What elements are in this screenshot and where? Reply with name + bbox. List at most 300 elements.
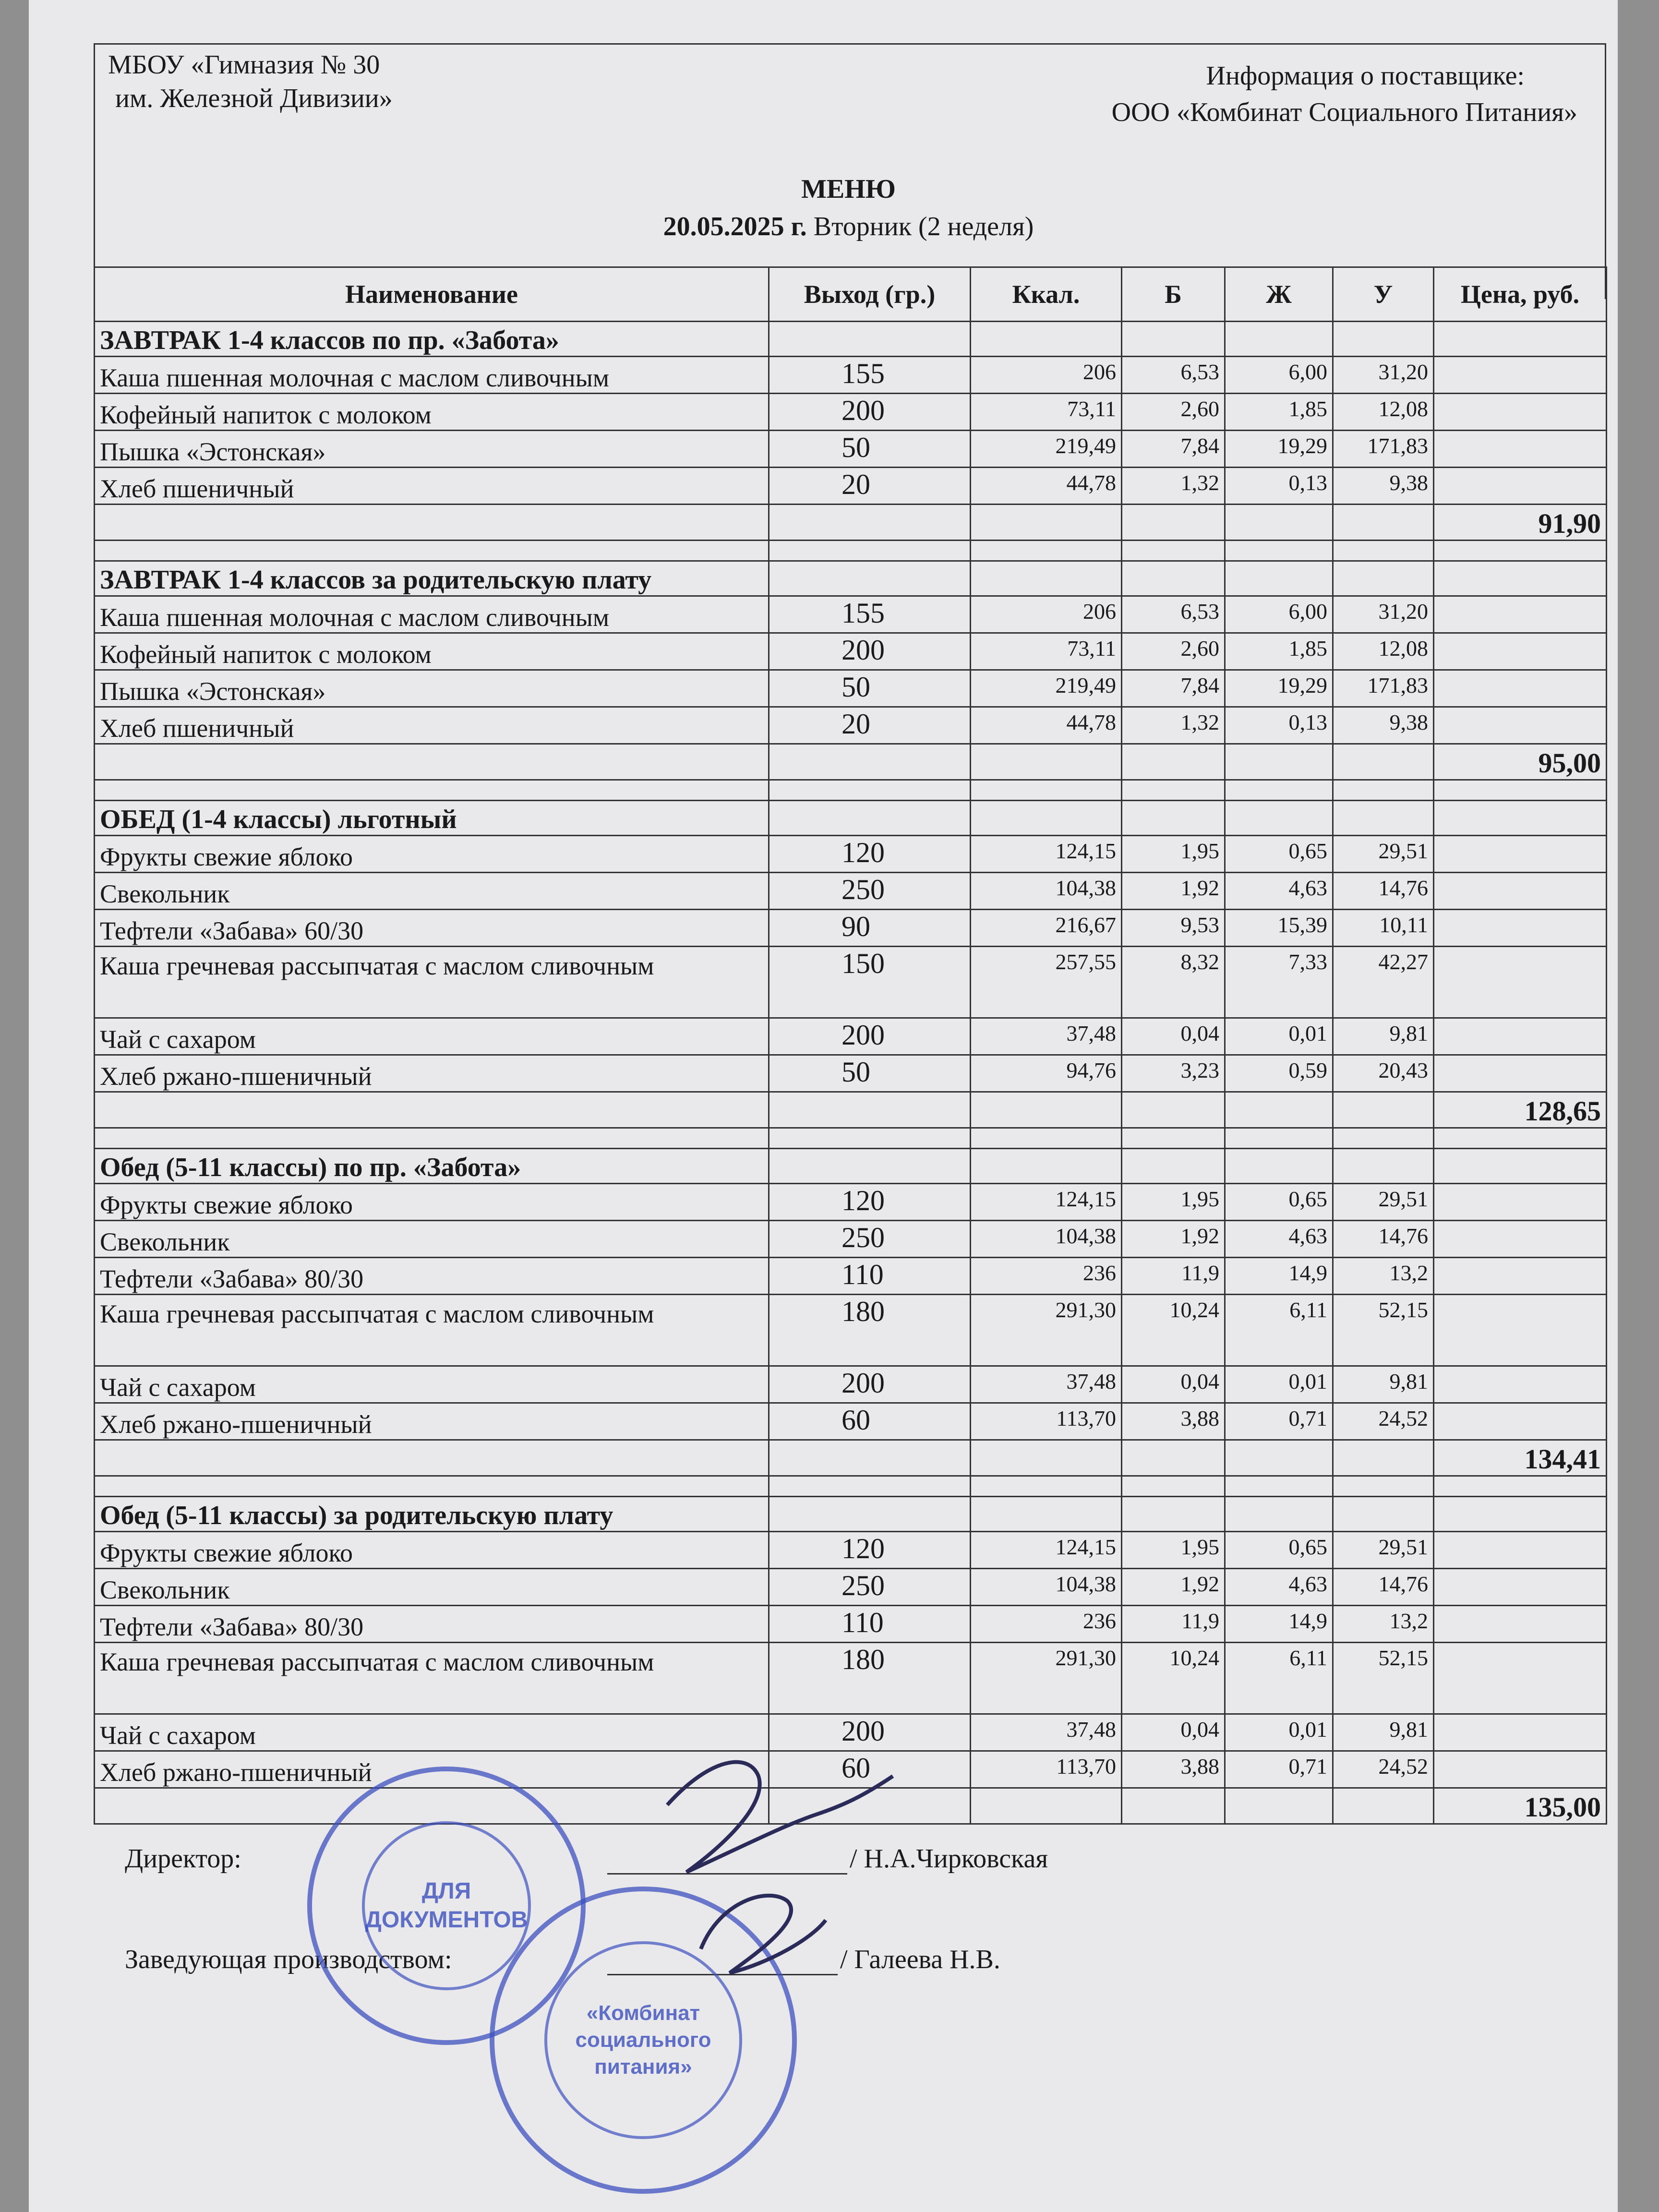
dish-protein: 1,95	[1122, 1184, 1225, 1221]
dish-carbs: 13,2	[1333, 1606, 1434, 1643]
section-header-row	[95, 561, 1607, 596]
dish-name: Фрукты свежие яблоко	[95, 1532, 769, 1569]
dish-carbs: 14,76	[1333, 1221, 1434, 1258]
empty-cell	[1434, 357, 1607, 394]
col-header-carbs: У	[1333, 267, 1434, 322]
empty-cell	[95, 1092, 769, 1128]
dish-fat: 19,29	[1225, 670, 1333, 707]
empty-cell	[1225, 541, 1333, 561]
empty-cell	[971, 1476, 1122, 1497]
empty-cell	[1434, 780, 1607, 801]
dish-output: 155	[769, 596, 971, 633]
empty-cell	[1434, 1295, 1607, 1366]
empty-cell	[1434, 633, 1607, 670]
table-row	[95, 1532, 1607, 1569]
empty-cell	[1225, 744, 1333, 780]
dish-output: 180	[769, 1643, 971, 1714]
empty-cell	[769, 744, 971, 780]
dish-name: Фрукты свежие яблоко	[95, 836, 769, 873]
empty-cell	[1434, 1055, 1607, 1092]
empty-cell	[769, 780, 971, 801]
dish-protein: 7,84	[1122, 670, 1225, 707]
section-title: Обед (5-11 классы) за родительскую плату	[95, 1497, 769, 1532]
table-header-row	[95, 267, 1607, 322]
supplier-stamp	[490, 1887, 797, 2194]
dish-fat: 0,13	[1225, 707, 1333, 744]
dish-carbs: 24,52	[1333, 1403, 1434, 1440]
dish-carbs: 20,43	[1333, 1055, 1434, 1092]
dish-name: Свекольник	[95, 1221, 769, 1258]
dish-kcal: 236	[971, 1606, 1122, 1643]
dish-carbs: 24,52	[1333, 1751, 1434, 1788]
empty-cell	[1333, 541, 1434, 561]
dish-name: Чай с сахаром	[95, 1714, 769, 1751]
dish-name: Фрукты свежие яблоко	[95, 1184, 769, 1221]
empty-cell	[95, 780, 769, 801]
dish-name: Хлеб пшеничный	[95, 468, 769, 505]
dish-carbs: 42,27	[1333, 947, 1434, 1018]
dish-output: 180	[769, 1295, 971, 1366]
empty-cell	[1225, 1128, 1333, 1149]
director-name: / Н.А.Чирковская	[850, 1844, 1048, 1874]
table-row	[95, 1258, 1607, 1295]
dish-name: Свекольник	[95, 1569, 769, 1606]
menu-title	[94, 170, 1603, 245]
empty-cell	[1225, 1497, 1333, 1532]
spacer-row	[95, 1476, 1607, 1497]
dish-protein: 1,92	[1122, 873, 1225, 910]
menu-table	[94, 266, 1607, 1825]
spacer-row	[95, 541, 1607, 561]
empty-cell	[1434, 1128, 1607, 1149]
empty-cell	[1434, 707, 1607, 744]
dish-name: Тефтели «Забава» 60/30	[95, 910, 769, 947]
dish-name: Каша гречневая рассыпчатая с маслом сливочным	[95, 947, 769, 1018]
dish-output: 60	[769, 1751, 971, 1788]
dish-carbs: 29,51	[1333, 1184, 1434, 1221]
dish-fat: 0,65	[1225, 1532, 1333, 1569]
table-row	[95, 1403, 1607, 1440]
table-row	[95, 1184, 1607, 1221]
empty-cell	[1434, 947, 1607, 1018]
dish-carbs: 31,20	[1333, 357, 1434, 394]
dish-carbs: 13,2	[1333, 1258, 1434, 1295]
empty-cell	[1122, 505, 1225, 541]
dish-fat: 4,63	[1225, 1221, 1333, 1258]
empty-cell	[1225, 561, 1333, 596]
empty-cell	[1122, 780, 1225, 801]
table-row	[95, 707, 1607, 744]
empty-cell	[1333, 322, 1434, 357]
dish-fat: 6,00	[1225, 596, 1333, 633]
dish-protein: 9,53	[1122, 910, 1225, 947]
dish-carbs: 52,15	[1333, 1643, 1434, 1714]
dish-kcal: 44,78	[971, 468, 1122, 505]
empty-cell	[1434, 394, 1607, 431]
empty-cell	[769, 561, 971, 596]
table-row	[95, 1606, 1607, 1643]
dish-kcal: 219,49	[971, 431, 1122, 468]
table-row	[95, 596, 1607, 633]
empty-cell	[95, 744, 769, 780]
dish-protein: 1,92	[1122, 1569, 1225, 1606]
dish-protein: 1,32	[1122, 468, 1225, 505]
director-signature-line	[607, 1842, 847, 1875]
dish-kcal: 113,70	[971, 1403, 1122, 1440]
dish-kcal: 124,15	[971, 1184, 1122, 1221]
section-price: 135,00	[1434, 1788, 1607, 1824]
dish-fat: 4,63	[1225, 873, 1333, 910]
dish-carbs: 10,11	[1333, 910, 1434, 947]
empty-cell	[1434, 873, 1607, 910]
dish-kcal: 37,48	[971, 1018, 1122, 1055]
empty-cell	[1225, 1788, 1333, 1824]
menu-date-line	[94, 208, 1603, 245]
dish-carbs: 14,76	[1333, 873, 1434, 910]
empty-cell	[1333, 1092, 1434, 1128]
dish-carbs: 52,15	[1333, 1295, 1434, 1366]
empty-cell	[1434, 1606, 1607, 1643]
empty-cell	[1434, 1149, 1607, 1184]
empty-cell	[971, 1128, 1122, 1149]
empty-cell	[1434, 1476, 1607, 1497]
dish-kcal: 257,55	[971, 947, 1122, 1018]
empty-cell	[1122, 1128, 1225, 1149]
empty-cell	[1434, 1643, 1607, 1714]
dish-output: 110	[769, 1258, 971, 1295]
table-row	[95, 357, 1607, 394]
section-header-row	[95, 1149, 1607, 1184]
empty-cell	[1434, 596, 1607, 633]
table-row	[95, 910, 1607, 947]
dish-kcal: 291,30	[971, 1643, 1122, 1714]
dish-fat: 0,01	[1225, 1018, 1333, 1055]
empty-cell	[1434, 1532, 1607, 1569]
section-total-row	[95, 505, 1607, 541]
dish-kcal: 44,78	[971, 707, 1122, 744]
dish-kcal: 219,49	[971, 670, 1122, 707]
table-row	[95, 394, 1607, 431]
empty-cell	[95, 1440, 769, 1476]
table-row	[95, 1643, 1607, 1714]
dish-name: Хлеб пшеничный	[95, 707, 769, 744]
dish-name: Хлеб ржано-пшеничный	[95, 1403, 769, 1440]
menu-heading: МЕНЮ	[801, 174, 896, 204]
dish-kcal: 113,70	[971, 1751, 1122, 1788]
empty-cell	[1333, 561, 1434, 596]
empty-cell	[769, 1092, 971, 1128]
table-row	[95, 670, 1607, 707]
empty-cell	[1434, 561, 1607, 596]
empty-cell	[971, 1092, 1122, 1128]
dish-kcal: 73,11	[971, 633, 1122, 670]
empty-cell	[1225, 505, 1333, 541]
empty-cell	[769, 1128, 971, 1149]
empty-cell	[1225, 1149, 1333, 1184]
dish-output: 250	[769, 1569, 971, 1606]
empty-cell	[1225, 1476, 1333, 1497]
empty-cell	[1122, 1149, 1225, 1184]
dish-output: 120	[769, 836, 971, 873]
dish-name: Каша пшенная молочная с маслом сливочным	[95, 596, 769, 633]
table-row	[95, 633, 1607, 670]
empty-cell	[1434, 1366, 1607, 1403]
dish-fat: 14,9	[1225, 1258, 1333, 1295]
dish-kcal: 206	[971, 596, 1122, 633]
dish-name: Тефтели «Забава» 80/30	[95, 1606, 769, 1643]
empty-cell	[1225, 322, 1333, 357]
dish-carbs: 9,38	[1333, 468, 1434, 505]
empty-cell	[971, 780, 1122, 801]
dish-name: Тефтели «Забава» 80/30	[95, 1258, 769, 1295]
dish-output: 250	[769, 1221, 971, 1258]
empty-cell	[1122, 561, 1225, 596]
dish-output: 250	[769, 873, 971, 910]
empty-cell	[1122, 1092, 1225, 1128]
dish-fat: 0,65	[1225, 1184, 1333, 1221]
dish-carbs: 14,76	[1333, 1569, 1434, 1606]
empty-cell	[769, 1476, 971, 1497]
dish-protein: 1,92	[1122, 1221, 1225, 1258]
section-total-row	[95, 1788, 1607, 1824]
dish-kcal: 291,30	[971, 1295, 1122, 1366]
manager-label: Заведующая производством:	[125, 1945, 452, 1974]
dish-carbs: 31,20	[1333, 596, 1434, 633]
dish-fat: 1,85	[1225, 394, 1333, 431]
table-row	[95, 947, 1607, 1018]
dish-name: Каша гречневая рассыпчатая с маслом сливочным	[95, 1643, 769, 1714]
dish-carbs: 29,51	[1333, 1532, 1434, 1569]
dish-kcal: 104,38	[971, 873, 1122, 910]
dish-fat: 6,11	[1225, 1295, 1333, 1366]
school-stamp-center: ДЛЯ ДОКУМЕНТОВ	[362, 1821, 531, 1990]
dish-protein: 8,32	[1122, 947, 1225, 1018]
supplier-label: Информация о поставщике:	[1206, 61, 1525, 91]
manager-name: / Галеева Н.В.	[840, 1945, 1000, 1974]
empty-cell	[971, 541, 1122, 561]
dish-name: Кофейный напиток с молоком	[95, 633, 769, 670]
section-total-row	[95, 1440, 1607, 1476]
empty-cell	[95, 505, 769, 541]
empty-cell	[1122, 322, 1225, 357]
empty-cell	[1434, 1403, 1607, 1440]
empty-cell	[1122, 801, 1225, 836]
empty-cell	[1333, 780, 1434, 801]
empty-cell	[1122, 1440, 1225, 1476]
empty-cell	[971, 561, 1122, 596]
dish-fat: 0,01	[1225, 1714, 1333, 1751]
empty-cell	[769, 1149, 971, 1184]
dish-kcal: 236	[971, 1258, 1122, 1295]
empty-cell	[1434, 1497, 1607, 1532]
empty-cell	[1434, 836, 1607, 873]
dish-carbs: 29,51	[1333, 836, 1434, 873]
dish-fat: 0,71	[1225, 1751, 1333, 1788]
empty-cell	[971, 1440, 1122, 1476]
empty-cell	[1225, 801, 1333, 836]
dish-name: Каша пшенная молочная с маслом сливочным	[95, 357, 769, 394]
section-price: 134,41	[1434, 1440, 1607, 1476]
empty-cell	[1434, 468, 1607, 505]
empty-cell	[1333, 744, 1434, 780]
empty-cell	[971, 801, 1122, 836]
col-header-protein: Б	[1122, 267, 1225, 322]
dish-output: 200	[769, 1714, 971, 1751]
col-header-name: Наименование	[95, 267, 769, 322]
dish-carbs: 171,83	[1333, 670, 1434, 707]
table-row	[95, 1295, 1607, 1366]
empty-cell	[1434, 1221, 1607, 1258]
empty-cell	[1122, 744, 1225, 780]
empty-cell	[769, 322, 971, 357]
dish-protein: 11,9	[1122, 1606, 1225, 1643]
empty-cell	[971, 1788, 1122, 1824]
dish-fat: 0,71	[1225, 1403, 1333, 1440]
dish-protein: 3,88	[1122, 1751, 1225, 1788]
empty-cell	[769, 505, 971, 541]
dish-kcal: 104,38	[971, 1221, 1122, 1258]
spacer-row	[95, 780, 1607, 801]
empty-cell	[1225, 1440, 1333, 1476]
dish-kcal: 124,15	[971, 836, 1122, 873]
dish-output: 200	[769, 1366, 971, 1403]
empty-cell	[769, 541, 971, 561]
empty-cell	[1434, 431, 1607, 468]
col-header-fat: Ж	[1225, 267, 1333, 322]
table-row	[95, 1018, 1607, 1055]
section-price: 128,65	[1434, 1092, 1607, 1128]
dish-fat: 0,01	[1225, 1366, 1333, 1403]
table-row	[95, 1569, 1607, 1606]
dish-carbs: 12,08	[1333, 633, 1434, 670]
dish-name: Свекольник	[95, 873, 769, 910]
empty-cell	[971, 1497, 1122, 1532]
empty-cell	[971, 744, 1122, 780]
dish-fat: 0,65	[1225, 836, 1333, 873]
col-header-output: Выход (гр.)	[769, 267, 971, 322]
dish-protein: 2,60	[1122, 394, 1225, 431]
dish-kcal: 216,67	[971, 910, 1122, 947]
empty-cell	[971, 322, 1122, 357]
table-row	[95, 468, 1607, 505]
empty-cell	[1434, 1751, 1607, 1788]
dish-output: 110	[769, 1606, 971, 1643]
section-title: ОБЕД (1-4 классы) льготный	[95, 801, 769, 836]
table-row	[95, 1221, 1607, 1258]
dish-protein: 2,60	[1122, 633, 1225, 670]
dish-protein: 0,04	[1122, 1018, 1225, 1055]
dish-fat: 19,29	[1225, 431, 1333, 468]
school-name	[108, 48, 393, 115]
spacer-row	[95, 1128, 1607, 1149]
dish-fat: 1,85	[1225, 633, 1333, 670]
dish-output: 150	[769, 947, 971, 1018]
dish-output: 20	[769, 468, 971, 505]
dish-name: Каша гречневая рассыпчатая с маслом сливочным	[95, 1295, 769, 1366]
dish-protein: 6,53	[1122, 596, 1225, 633]
dish-protein: 11,9	[1122, 1258, 1225, 1295]
empty-cell	[1434, 910, 1607, 947]
section-total-row	[95, 1092, 1607, 1128]
dish-fat: 4,63	[1225, 1569, 1333, 1606]
dish-protein: 1,95	[1122, 836, 1225, 873]
director-label: Директор:	[125, 1844, 241, 1874]
empty-cell	[1434, 1018, 1607, 1055]
empty-cell	[1333, 1149, 1434, 1184]
dish-output: 200	[769, 1018, 971, 1055]
dish-output: 200	[769, 394, 971, 431]
col-header-kcal: Ккал.	[971, 267, 1122, 322]
dish-fat: 15,39	[1225, 910, 1333, 947]
supplier-name: ООО «Комбинат Социального Питания»	[1111, 97, 1577, 127]
empty-cell	[1434, 670, 1607, 707]
dish-protein: 3,88	[1122, 1403, 1225, 1440]
section-title: ЗАВТРАК 1-4 классов по пр. «Забота»	[95, 322, 769, 357]
empty-cell	[95, 1476, 769, 1497]
school-line-1: МБОУ «Гимназия № 30	[108, 50, 380, 80]
dish-carbs: 9,81	[1333, 1714, 1434, 1751]
empty-cell	[1434, 1184, 1607, 1221]
dish-kcal: 124,15	[971, 1532, 1122, 1569]
empty-cell	[769, 1497, 971, 1532]
dish-output: 20	[769, 707, 971, 744]
empty-cell	[1333, 1788, 1434, 1824]
dish-name: Пышка «Эстонская»	[95, 431, 769, 468]
empty-cell	[971, 505, 1122, 541]
empty-cell	[1225, 780, 1333, 801]
table-row	[95, 431, 1607, 468]
dish-name: Чай с сахаром	[95, 1366, 769, 1403]
dish-kcal: 37,48	[971, 1714, 1122, 1751]
supplier-info	[1112, 58, 1577, 131]
section-title: Обед (5-11 классы) по пр. «Забота»	[95, 1149, 769, 1184]
dish-protein: 10,24	[1122, 1643, 1225, 1714]
empty-cell	[95, 1128, 769, 1149]
empty-cell	[1434, 541, 1607, 561]
dish-protein: 1,95	[1122, 1532, 1225, 1569]
empty-cell	[1225, 1092, 1333, 1128]
dish-output: 50	[769, 431, 971, 468]
section-title: ЗАВТРАК 1-4 классов за родительскую плату	[95, 561, 769, 596]
empty-cell	[1333, 801, 1434, 836]
empty-cell	[769, 1440, 971, 1476]
dish-output: 200	[769, 633, 971, 670]
dish-fat: 7,33	[1225, 947, 1333, 1018]
dish-output: 50	[769, 670, 971, 707]
empty-cell	[1434, 1258, 1607, 1295]
dish-fat: 14,9	[1225, 1606, 1333, 1643]
dish-output: 50	[769, 1055, 971, 1092]
col-header-price: Цена, руб.	[1434, 267, 1607, 322]
school-line-2: им. Железной Дивизии»	[115, 84, 393, 113]
empty-cell	[1122, 1476, 1225, 1497]
dish-name: Хлеб ржано-пшеничный	[95, 1751, 769, 1788]
empty-cell	[1333, 1497, 1434, 1532]
section-price: 95,00	[1434, 744, 1607, 780]
dish-protein: 7,84	[1122, 431, 1225, 468]
dish-protein: 3,23	[1122, 1055, 1225, 1092]
dish-carbs: 171,83	[1333, 431, 1434, 468]
section-header-row	[95, 322, 1607, 357]
dish-kcal: 206	[971, 357, 1122, 394]
dish-output: 155	[769, 357, 971, 394]
dish-fat: 0,59	[1225, 1055, 1333, 1092]
section-price: 91,90	[1434, 505, 1607, 541]
dish-name: Хлеб ржано-пшеничный	[95, 1055, 769, 1092]
dish-protein: 0,04	[1122, 1366, 1225, 1403]
dish-kcal: 94,76	[971, 1055, 1122, 1092]
empty-cell	[1434, 801, 1607, 836]
